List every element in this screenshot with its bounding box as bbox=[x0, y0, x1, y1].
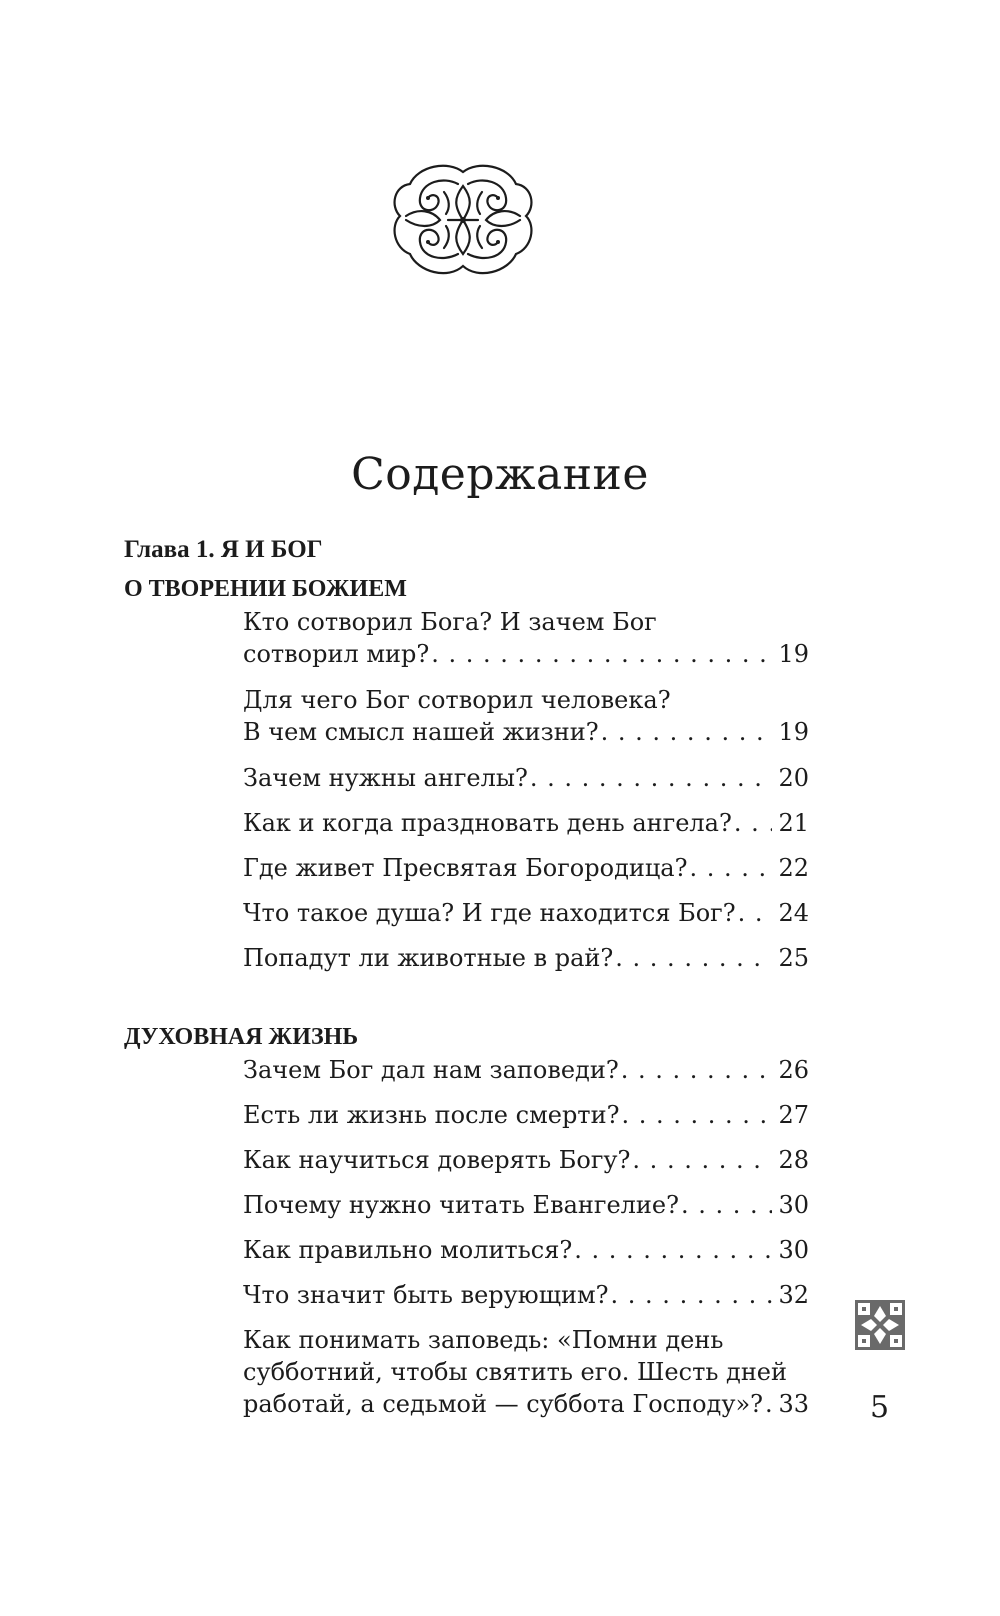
page-number: 30 bbox=[778, 1191, 809, 1219]
toc-entry[interactable] bbox=[243, 1189, 809, 1221]
toc-entry[interactable] bbox=[243, 1279, 809, 1311]
page-number: 26 bbox=[778, 1056, 809, 1084]
section-title: ДУХОВНАЯ ЖИЗНЬ bbox=[124, 1024, 359, 1050]
toc-entry[interactable] bbox=[243, 942, 809, 974]
entry-text-line: Как и когда праздновать день ангела? bbox=[243, 809, 732, 837]
dot-leader bbox=[632, 1144, 772, 1176]
page-number: 22 bbox=[778, 854, 809, 882]
toc-entry[interactable] bbox=[243, 897, 809, 929]
entry-text-line: Зачем нужны ангелы? bbox=[243, 764, 528, 792]
entry-text-line: Что такое душа? И где находится Бог? bbox=[243, 899, 736, 927]
toc-entry[interactable] bbox=[243, 1324, 809, 1420]
page-number: 19 bbox=[778, 718, 809, 746]
page-number: 21 bbox=[778, 809, 809, 837]
dot-leader bbox=[615, 942, 772, 974]
entry-text-line: Что значит быть верующим? bbox=[243, 1281, 609, 1309]
dot-leader bbox=[765, 1388, 772, 1420]
page-number-folio: 5 bbox=[870, 1390, 890, 1425]
page-number: 30 bbox=[778, 1236, 809, 1264]
toc-entry[interactable] bbox=[243, 852, 809, 884]
ornament-icon bbox=[388, 162, 538, 278]
toc-entry[interactable] bbox=[243, 684, 809, 748]
entry-text-line: Зачем Бог дал нам заповеди? bbox=[243, 1056, 619, 1084]
entry-text-line: Кто сотворил Бога? И зачем Бог bbox=[243, 608, 657, 636]
entry-text-line: субботний, чтобы святить его. Шесть дней bbox=[243, 1358, 788, 1386]
dot-leader bbox=[689, 852, 772, 884]
dot-leader bbox=[611, 1279, 773, 1311]
dot-leader bbox=[621, 1054, 773, 1086]
corner-ornament-icon bbox=[855, 1300, 905, 1350]
page-number: 24 bbox=[778, 899, 809, 927]
toc-entry[interactable] bbox=[243, 762, 809, 794]
dot-leader bbox=[734, 807, 773, 839]
entry-text-line: Почему нужно читать Евангелие? bbox=[243, 1191, 679, 1219]
toc-entry[interactable] bbox=[243, 606, 809, 670]
page-number: 28 bbox=[778, 1146, 809, 1174]
page-title: Содержание bbox=[351, 449, 649, 501]
section-title: О ТВОРЕНИИ БОЖИЕМ bbox=[124, 576, 407, 602]
page-number: 25 bbox=[778, 944, 809, 972]
toc-entry[interactable] bbox=[243, 1234, 809, 1266]
page-number: 19 bbox=[778, 640, 809, 668]
entry-text-line: Попадут ли животные в рай? bbox=[243, 944, 614, 972]
entry-text-line: Для чего Бог сотворил человека? bbox=[243, 686, 671, 714]
toc-entry[interactable] bbox=[243, 1054, 809, 1086]
entry-text-line: Как правильно молиться? bbox=[243, 1236, 573, 1264]
entry-text-line: В чем смысл нашей жизни? bbox=[243, 718, 599, 746]
entry-text-line: Как научиться доверять Богу? bbox=[243, 1146, 631, 1174]
entry-text-line: Как понимать заповедь: «Помни день bbox=[243, 1326, 724, 1354]
entry-text-line: работай, а седьмой — суббота Господу»? bbox=[243, 1390, 764, 1418]
dot-leader bbox=[738, 897, 773, 929]
page-number: 33 bbox=[778, 1390, 809, 1418]
chapter-title: Глава 1. Я И БОГ bbox=[124, 536, 323, 563]
entry-text-line: сотворил мир? bbox=[243, 640, 430, 668]
entry-text-line: Есть ли жизнь после смерти? bbox=[243, 1101, 620, 1129]
toc-entry[interactable] bbox=[243, 1144, 809, 1176]
dot-leader bbox=[621, 1099, 772, 1131]
dot-leader bbox=[601, 716, 773, 748]
toc-entry[interactable] bbox=[243, 807, 809, 839]
dot-leader bbox=[530, 762, 773, 794]
page-number: 20 bbox=[778, 764, 809, 792]
dot-leader bbox=[681, 1189, 772, 1221]
page-number: 32 bbox=[778, 1281, 809, 1309]
page-number: 27 bbox=[778, 1101, 809, 1129]
entry-text-line: Где живет Пресвятая Богородица? bbox=[243, 854, 688, 882]
dot-leader bbox=[431, 638, 772, 670]
dot-leader bbox=[574, 1234, 772, 1266]
toc-entry[interactable] bbox=[243, 1099, 809, 1131]
